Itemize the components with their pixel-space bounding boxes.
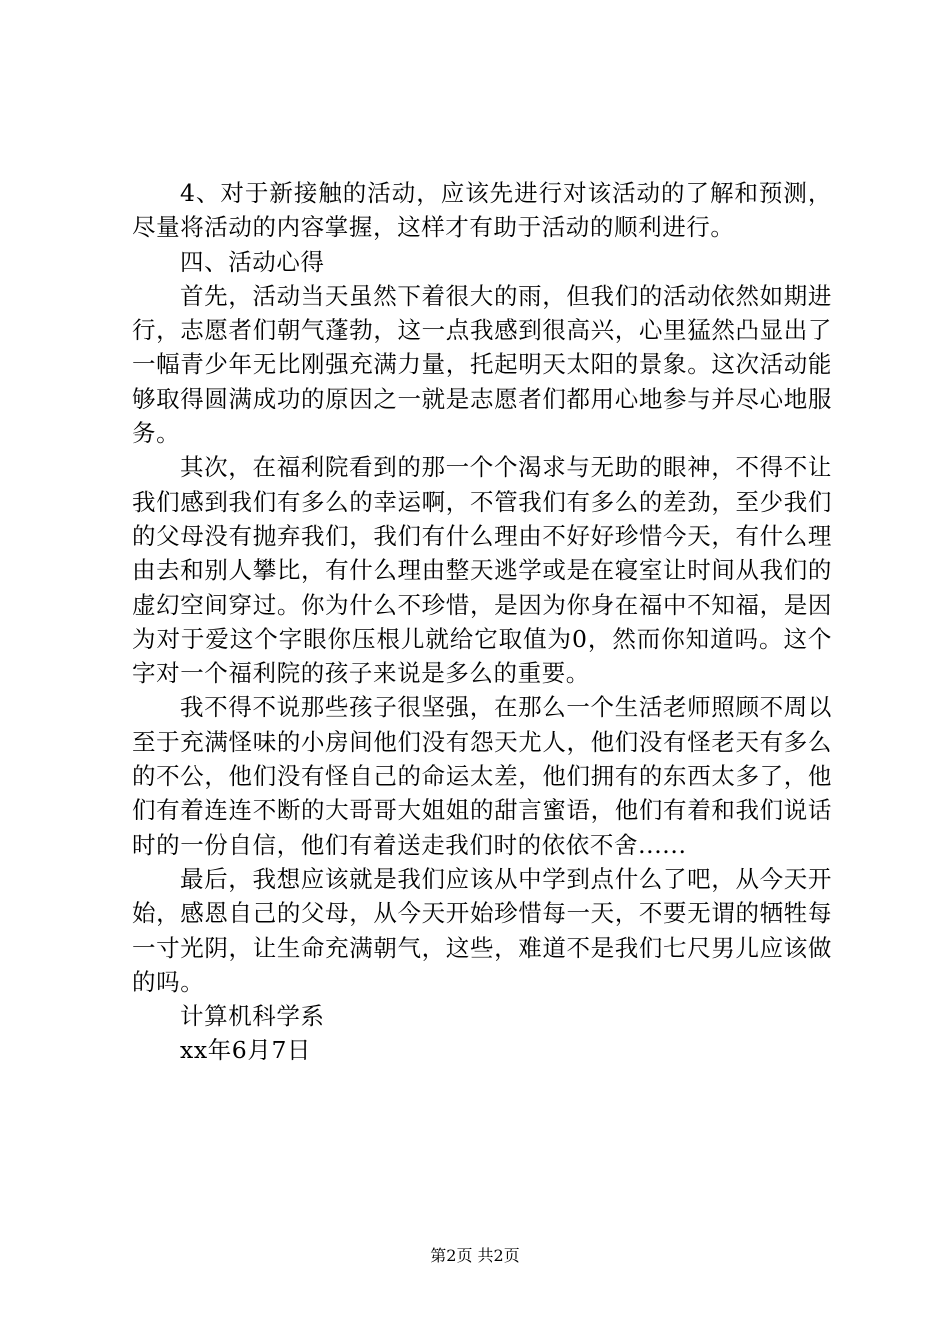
section-heading-activity-reflection: 四、活动心得 — [180, 247, 325, 276]
signature-department: 计算机科学系 — [180, 1002, 325, 1031]
page-footer: 第2页 共2页 — [430, 1246, 520, 1265]
paragraph-second: 其次，在福利院看到的那一个个渴求与无助的眼神，不得不让我们感到我们有多么的幸运啊，不管我们有多么的差劲，至少我们的父母没有抛弃我们，我们有什么理由不好好珍惜今天，有什么理由去和别人攀比，有什么理由整天逃学或是在寝室让时间从我们的虚幻空间穿过。你为什么不珍惜，是因为你身在福中不知福，是因为对于爱这个字眼你压根儿就给它取值为0，然而你知道吗。这个字对一个福利院的孩子来说是多么的重要。 — [132, 453, 832, 688]
paragraph-first: 首先，活动当天虽然下着很大的雨，但我们的活动依然如期进行，志愿者们朝气蓬勃，这一点我感到很高兴，心里猛然凸显出了一幅青少年无比刚强充满力量，托起明天太阳的景象。这次活动能够取得圆满成功的原因之一就是志愿者们都用心地参与并尽心地服务。 — [132, 281, 832, 448]
signature-date: xx年6月7日 — [180, 1036, 312, 1065]
paragraph-third: 我不得不说那些孩子很坚强，在那么一个生活老师照顾不周以至于充满怪味的小房间他们没有怨天尤人，他们没有怪老天有多么的不公，他们没有怪自己的命运太差，他们拥有的东西太多了，他们有着连连不断的大哥哥大姐姐的甜言蜜语，他们有着和我们说话时的一份自信，他们有着送走我们时的依依不舍...... — [132, 693, 832, 859]
document-body — [132, 176, 832, 1068]
paragraph-tip-4: 4、对于新接触的活动，应该先进行对该活动的了解和预测，尽量将活动的内容掌握，这样才有助于活动的顺利进行。 — [132, 179, 832, 242]
paragraph-final: 最后，我想应该就是我们应该从中学到点什么了吧，从今天开始，感恩自己的父母，从今天开始珍惜每一天，不要无谓的牺牲每一寸光阴，让生命充满朝气，这些，难道不是我们七尺男儿应该做的吗。 — [132, 864, 832, 996]
